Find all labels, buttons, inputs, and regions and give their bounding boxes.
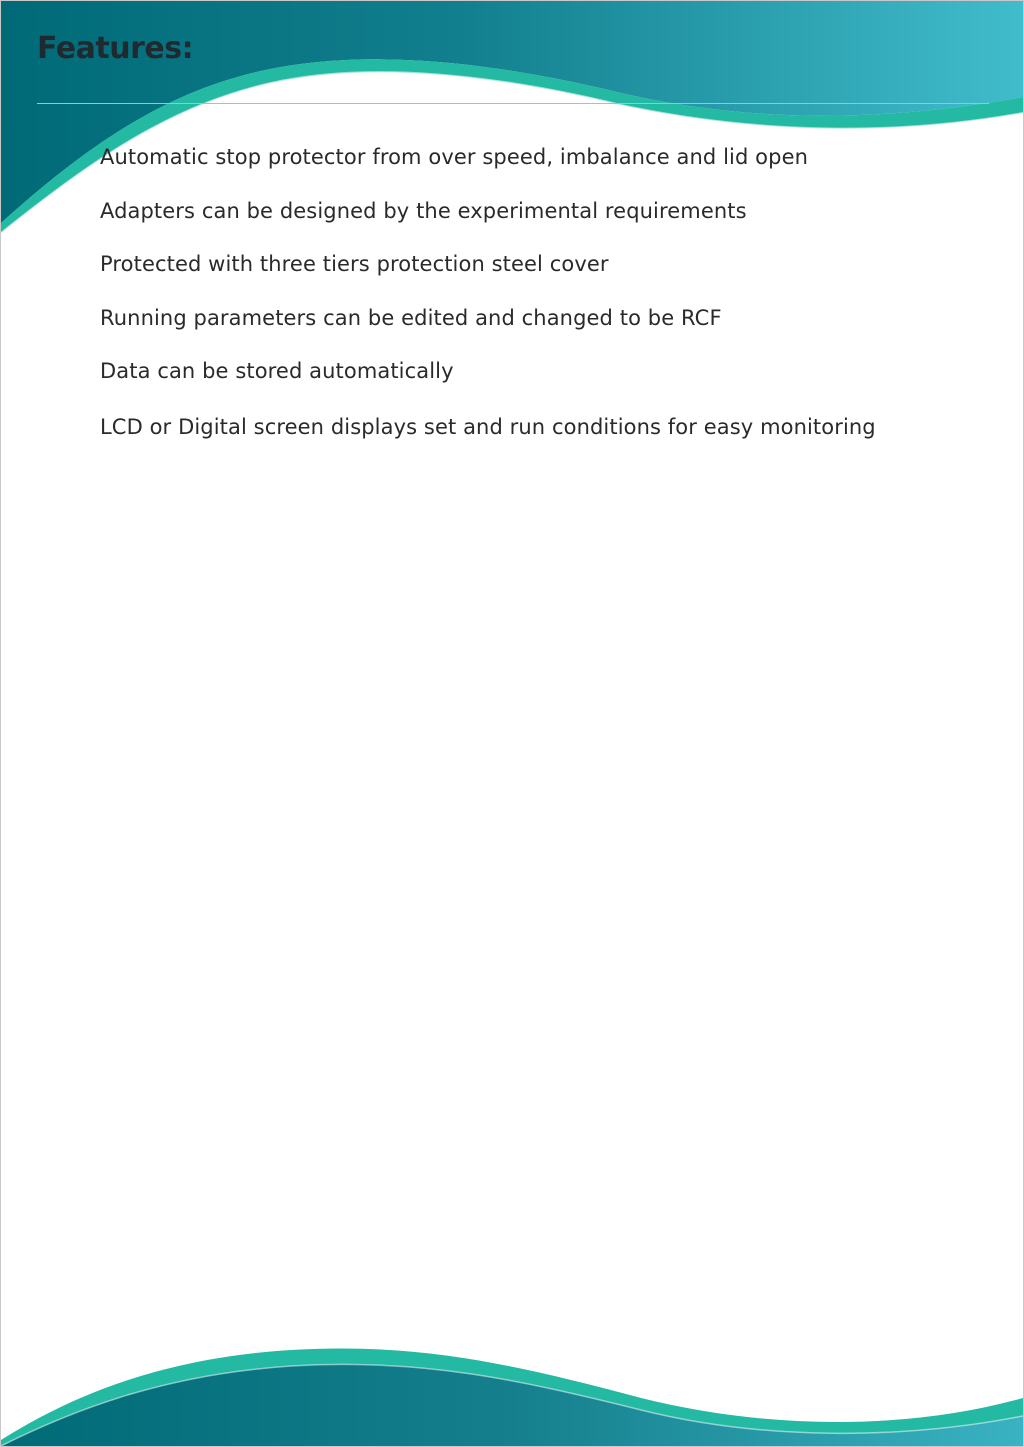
feature-item: Automatic stop protector from over speed, imbalance and lid open bbox=[100, 145, 808, 169]
feature-item: Protected with three tiers protection steel cover bbox=[100, 252, 609, 276]
footer-wave-decoration bbox=[1, 1336, 1023, 1446]
feature-item: LCD or Digital screen displays set and run conditions for easy monitoring bbox=[100, 414, 876, 439]
page-title: Features: bbox=[37, 31, 194, 66]
feature-item: Adapters can be designed by the experimental requirements bbox=[100, 198, 747, 223]
feature-item: Data can be stored automatically bbox=[100, 359, 454, 383]
title-divider bbox=[37, 103, 989, 104]
feature-list bbox=[100, 139, 876, 462]
feature-item: Running parameters can be edited and changed to be RCF bbox=[100, 305, 722, 330]
